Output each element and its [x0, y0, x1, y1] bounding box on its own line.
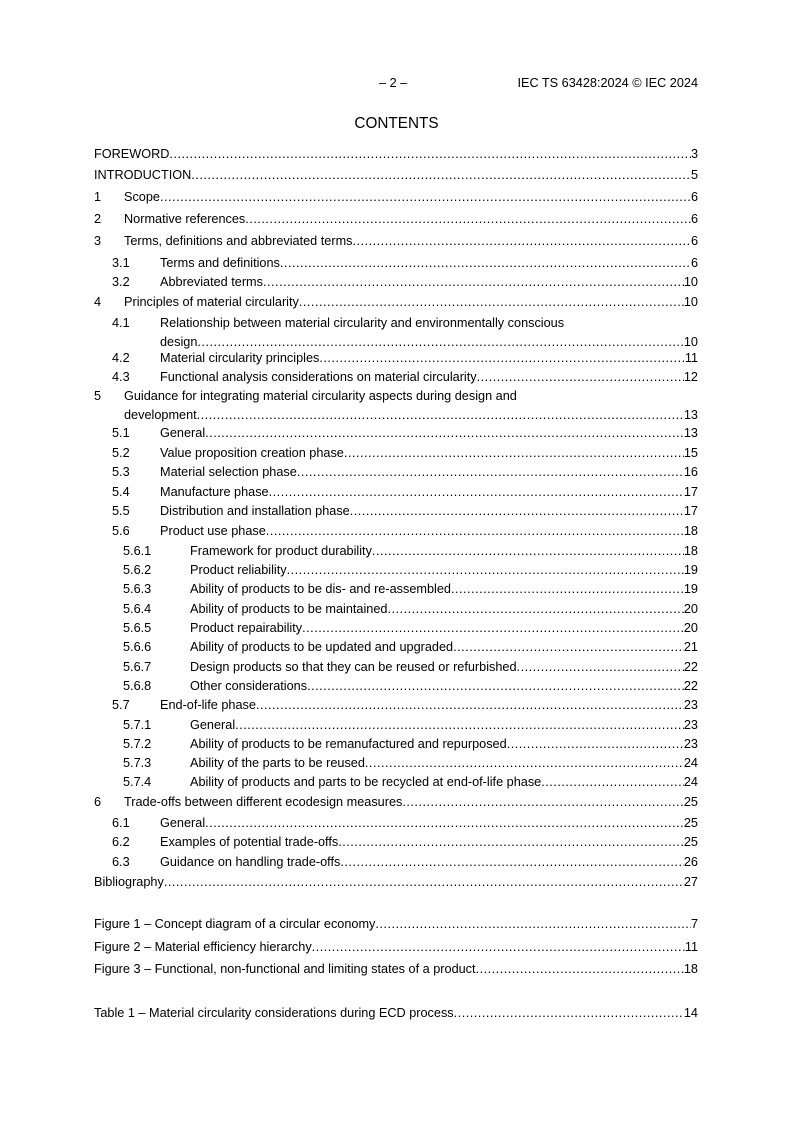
dot-leader: [287, 563, 684, 578]
toc-number: 5: [94, 389, 102, 403]
toc-number: 5.4: [112, 485, 130, 499]
toc-number: 2: [94, 212, 102, 226]
toc-entry[interactable]: [94, 351, 698, 366]
toc-number: 5.7.1: [123, 718, 152, 732]
toc-entry[interactable]: [94, 835, 698, 850]
toc-number: 5.6.3: [123, 582, 152, 596]
toc-label: General: [160, 816, 206, 830]
dot-leader: [541, 775, 684, 790]
toc-number: 5.7: [112, 698, 130, 712]
dot-leader: [263, 275, 684, 290]
dot-leader: [350, 504, 684, 519]
toc-entry[interactable]: [94, 465, 698, 480]
dot-leader: [197, 335, 683, 350]
dot-leader: [372, 544, 684, 559]
toc-number: 6.1: [112, 816, 130, 830]
toc-label: Manufacture phase: [160, 485, 269, 499]
toc-page-number: 12: [683, 370, 698, 384]
toc-entry[interactable]: [94, 756, 698, 771]
toc-entry-line1[interactable]: [94, 316, 698, 331]
dot-leader: [205, 816, 684, 831]
toc-entry[interactable]: [94, 875, 698, 890]
toc-entry[interactable]: [94, 524, 698, 539]
toc-page-number: 18: [683, 524, 698, 538]
toc-number: 5.7.3: [123, 756, 152, 770]
toc-label: Framework for product durability: [190, 544, 372, 558]
toc-entry[interactable]: [94, 256, 698, 271]
toc-label: Examples of potential trade-offs: [160, 835, 339, 849]
toc-page-number: 24: [683, 775, 698, 789]
toc-number: 3.2: [112, 275, 130, 289]
toc-page-number: 18: [683, 962, 698, 976]
toc-number: 4: [94, 295, 102, 309]
figure-list-entry[interactable]: [94, 917, 698, 932]
dot-leader: [235, 718, 684, 733]
toc-number: 3.1: [112, 256, 130, 270]
toc-entry[interactable]: [94, 295, 698, 310]
toc-page-number: 11: [684, 940, 698, 954]
toc-number: 4.1: [112, 316, 130, 330]
toc-page-number: 24: [683, 756, 698, 770]
dot-leader: [344, 446, 684, 461]
toc-number: 5.6.6: [123, 640, 152, 654]
dot-leader: [477, 370, 684, 385]
toc-entry[interactable]: [94, 679, 698, 694]
toc-entry[interactable]: [94, 698, 698, 713]
toc-label: Value proposition creation phase: [160, 446, 344, 460]
dot-leader: [266, 524, 684, 539]
toc-label: Ability of products to be remanufactured and repurposed: [190, 737, 507, 751]
toc-page-number: 22: [683, 679, 698, 693]
toc-label: INTRODUCTION: [94, 168, 192, 182]
dot-leader: [319, 351, 684, 366]
toc-label: Abbreviated terms: [160, 275, 263, 289]
toc-label: Material selection phase: [160, 465, 297, 479]
toc-label: Trade-offs between different ecodesign measures: [124, 795, 403, 809]
header-standard-id: IEC TS 63428:2024 © IEC 2024: [517, 76, 698, 90]
toc-number: 4.3: [112, 370, 130, 384]
toc-page-number: 22: [683, 660, 698, 674]
toc-label: General: [160, 426, 206, 440]
toc-label: Ability of products and parts to be recycled at end-of-life phase: [190, 775, 542, 789]
toc-entry[interactable]: [94, 147, 698, 162]
toc-page-number: 20: [683, 602, 698, 616]
toc-label: Guidance for integrating material circularity aspects during design and: [124, 389, 517, 403]
toc-page-number: 16: [683, 465, 698, 479]
toc-entry[interactable]: [94, 602, 698, 617]
toc-page-number: 19: [683, 563, 698, 577]
toc-label: Product use phase: [160, 524, 266, 538]
toc-number: 5.6.1: [123, 544, 152, 558]
dot-leader: [517, 660, 684, 675]
toc-page-number: 23: [683, 698, 698, 712]
toc-label: Functional analysis considerations on material circularity: [160, 370, 477, 384]
toc-number: 5.6.4: [123, 602, 152, 616]
figure-list-entry[interactable]: [94, 962, 698, 977]
toc-entry[interactable]: [94, 446, 698, 461]
toc-entry[interactable]: [94, 426, 698, 441]
toc-entry[interactable]: [94, 234, 698, 249]
dot-leader: [476, 962, 684, 977]
toc-label: Terms and definitions: [160, 256, 280, 270]
toc-number: 6: [94, 795, 102, 809]
toc-page-number: 21: [683, 640, 698, 654]
toc-label: FOREWORD: [94, 147, 170, 161]
toc-page-number: 10: [683, 295, 698, 309]
dot-leader: [312, 940, 685, 955]
dot-leader: [307, 679, 684, 694]
toc-page-number: 17: [683, 504, 698, 518]
dot-leader: [269, 485, 684, 500]
toc-number: 6.3: [112, 855, 130, 869]
toc-page-number: 6: [690, 212, 698, 226]
toc-number: 5.6.5: [123, 621, 152, 635]
toc-number: 4.2: [112, 351, 130, 365]
toc-label: Distribution and installation phase: [160, 504, 350, 518]
dot-leader: [453, 640, 684, 655]
toc-entry[interactable]: [94, 544, 698, 559]
toc-label: Ability of products to be maintained: [190, 602, 388, 616]
toc-entry[interactable]: [94, 718, 698, 733]
toc-label: Material circularity principles: [160, 351, 320, 365]
toc-number: 5.5: [112, 504, 130, 518]
toc-page-number: 25: [683, 816, 698, 830]
toc-number: 5.6.8: [123, 679, 152, 693]
dot-leader: [256, 698, 684, 713]
toc-page-number: 27: [683, 875, 698, 889]
toc-page-number: 23: [683, 718, 698, 732]
toc-page-number: 11: [684, 351, 698, 365]
toc-label: General: [190, 718, 236, 732]
dot-leader: [280, 256, 691, 271]
toc-page-number: 3: [690, 147, 698, 161]
header-page-number: – 2 –: [379, 76, 408, 90]
toc-label: Ability of products to be updated and upgraded: [190, 640, 454, 654]
toc-number: 5.2: [112, 446, 130, 460]
toc-label: Figure 1 – Concept diagram of a circular economy: [94, 917, 376, 931]
toc-entry[interactable]: [94, 275, 698, 290]
dot-leader: [169, 147, 691, 162]
toc-entry-line2[interactable]: [94, 335, 698, 350]
toc-label: development: [124, 408, 197, 422]
toc-entry[interactable]: [94, 660, 698, 675]
toc-entry[interactable]: [94, 621, 698, 636]
toc-page-number: 6: [690, 190, 698, 204]
toc-label: design: [160, 335, 198, 349]
dot-leader: [302, 621, 684, 636]
toc-entry-line1[interactable]: [94, 389, 698, 404]
dot-leader: [338, 835, 684, 850]
toc-entry[interactable]: [94, 855, 698, 870]
toc-number: 5.7.2: [123, 737, 152, 751]
toc-number: 5.6.7: [123, 660, 152, 674]
toc-entry[interactable]: [94, 190, 698, 205]
page-title: CONTENTS: [354, 115, 439, 132]
toc-number: 5.6: [112, 524, 130, 538]
dot-leader: [375, 917, 691, 932]
dot-leader: [191, 168, 691, 183]
toc-page-number: 26: [683, 855, 698, 869]
dot-leader: [160, 190, 691, 205]
toc-page-number: 6: [690, 256, 698, 270]
toc-entry[interactable]: [94, 563, 698, 578]
toc-page-number: 19: [683, 582, 698, 596]
dot-leader: [297, 465, 684, 480]
toc-entry[interactable]: [94, 370, 698, 385]
dot-leader: [365, 756, 684, 771]
toc-entry[interactable]: [94, 640, 698, 655]
dot-leader: [454, 1006, 684, 1021]
toc-page-number: 18: [683, 544, 698, 558]
toc-number: 5.3: [112, 465, 130, 479]
toc-entry[interactable]: [94, 775, 698, 790]
toc-entry[interactable]: [94, 212, 698, 227]
dot-leader: [353, 234, 691, 249]
toc-label: Ability of products to be dis- and re-assembled: [190, 582, 451, 596]
toc-label: Table 1 – Material circularity considerations during ECD process: [94, 1006, 454, 1020]
toc-entry-line2[interactable]: [94, 408, 698, 423]
toc-label: Figure 3 – Functional, non-functional and limiting states of a product: [94, 962, 476, 976]
dot-leader: [451, 582, 684, 597]
toc-label: Guidance on handling trade-offs: [160, 855, 341, 869]
table-list-entry[interactable]: [94, 1006, 698, 1021]
dot-leader: [507, 737, 684, 752]
toc-label: End-of-life phase: [160, 698, 256, 712]
toc-label: Bibliography: [94, 875, 164, 889]
toc-page-number: 23: [683, 737, 698, 751]
dot-leader: [245, 212, 691, 227]
toc-entry[interactable]: [94, 795, 698, 810]
toc-number: 5.7.4: [123, 775, 152, 789]
toc-number: 5.6.2: [123, 563, 152, 577]
toc-label: Relationship between material circularity and environmentally conscious: [160, 316, 565, 330]
toc-entry[interactable]: [94, 504, 698, 519]
toc-label: Scope: [124, 190, 160, 204]
toc-page-number: 5: [690, 168, 698, 182]
toc-page-number: 10: [683, 335, 698, 349]
toc-entry[interactable]: [94, 816, 698, 831]
toc-page-number: 6: [690, 234, 698, 248]
toc-entry[interactable]: [94, 485, 698, 500]
toc-page-number: 17: [683, 485, 698, 499]
dot-leader: [299, 295, 684, 310]
toc-page-number: 7: [690, 917, 698, 931]
toc-label: Ability of the parts to be reused: [190, 756, 365, 770]
toc-label: Normative references: [124, 212, 246, 226]
toc-label: Design products so that they can be reused or refurbished: [190, 660, 517, 674]
toc-number: 1: [94, 190, 102, 204]
toc-page-number: 14: [683, 1006, 698, 1020]
toc-label: Product repairability: [190, 621, 303, 635]
toc-number: 3: [94, 234, 102, 248]
toc-page-number: 25: [683, 835, 698, 849]
toc-page-number: 13: [683, 408, 698, 422]
toc-label: Figure 2 – Material efficiency hierarchy: [94, 940, 312, 954]
dot-leader: [164, 875, 684, 890]
toc-page-number: 20: [683, 621, 698, 635]
toc-page-number: 13: [683, 426, 698, 440]
toc-number: 5.1: [112, 426, 130, 440]
toc-label: Product reliability: [190, 563, 287, 577]
toc-entry[interactable]: [94, 737, 698, 752]
dot-leader: [402, 795, 684, 810]
toc-entry[interactable]: [94, 168, 698, 183]
figure-list-entry[interactable]: [94, 940, 698, 955]
toc-page-number: 10: [683, 275, 698, 289]
toc-page-number: 15: [683, 446, 698, 460]
toc-label: Other considerations: [190, 679, 308, 693]
toc-number: 6.2: [112, 835, 130, 849]
toc-page-number: 25: [683, 795, 698, 809]
toc-entry[interactable]: [94, 582, 698, 597]
toc-label: Principles of material circularity: [124, 295, 299, 309]
dot-leader: [205, 426, 684, 441]
dot-leader: [340, 855, 684, 870]
dot-leader: [197, 408, 684, 423]
toc-label: Terms, definitions and abbreviated terms: [124, 234, 353, 248]
dot-leader: [387, 602, 683, 617]
